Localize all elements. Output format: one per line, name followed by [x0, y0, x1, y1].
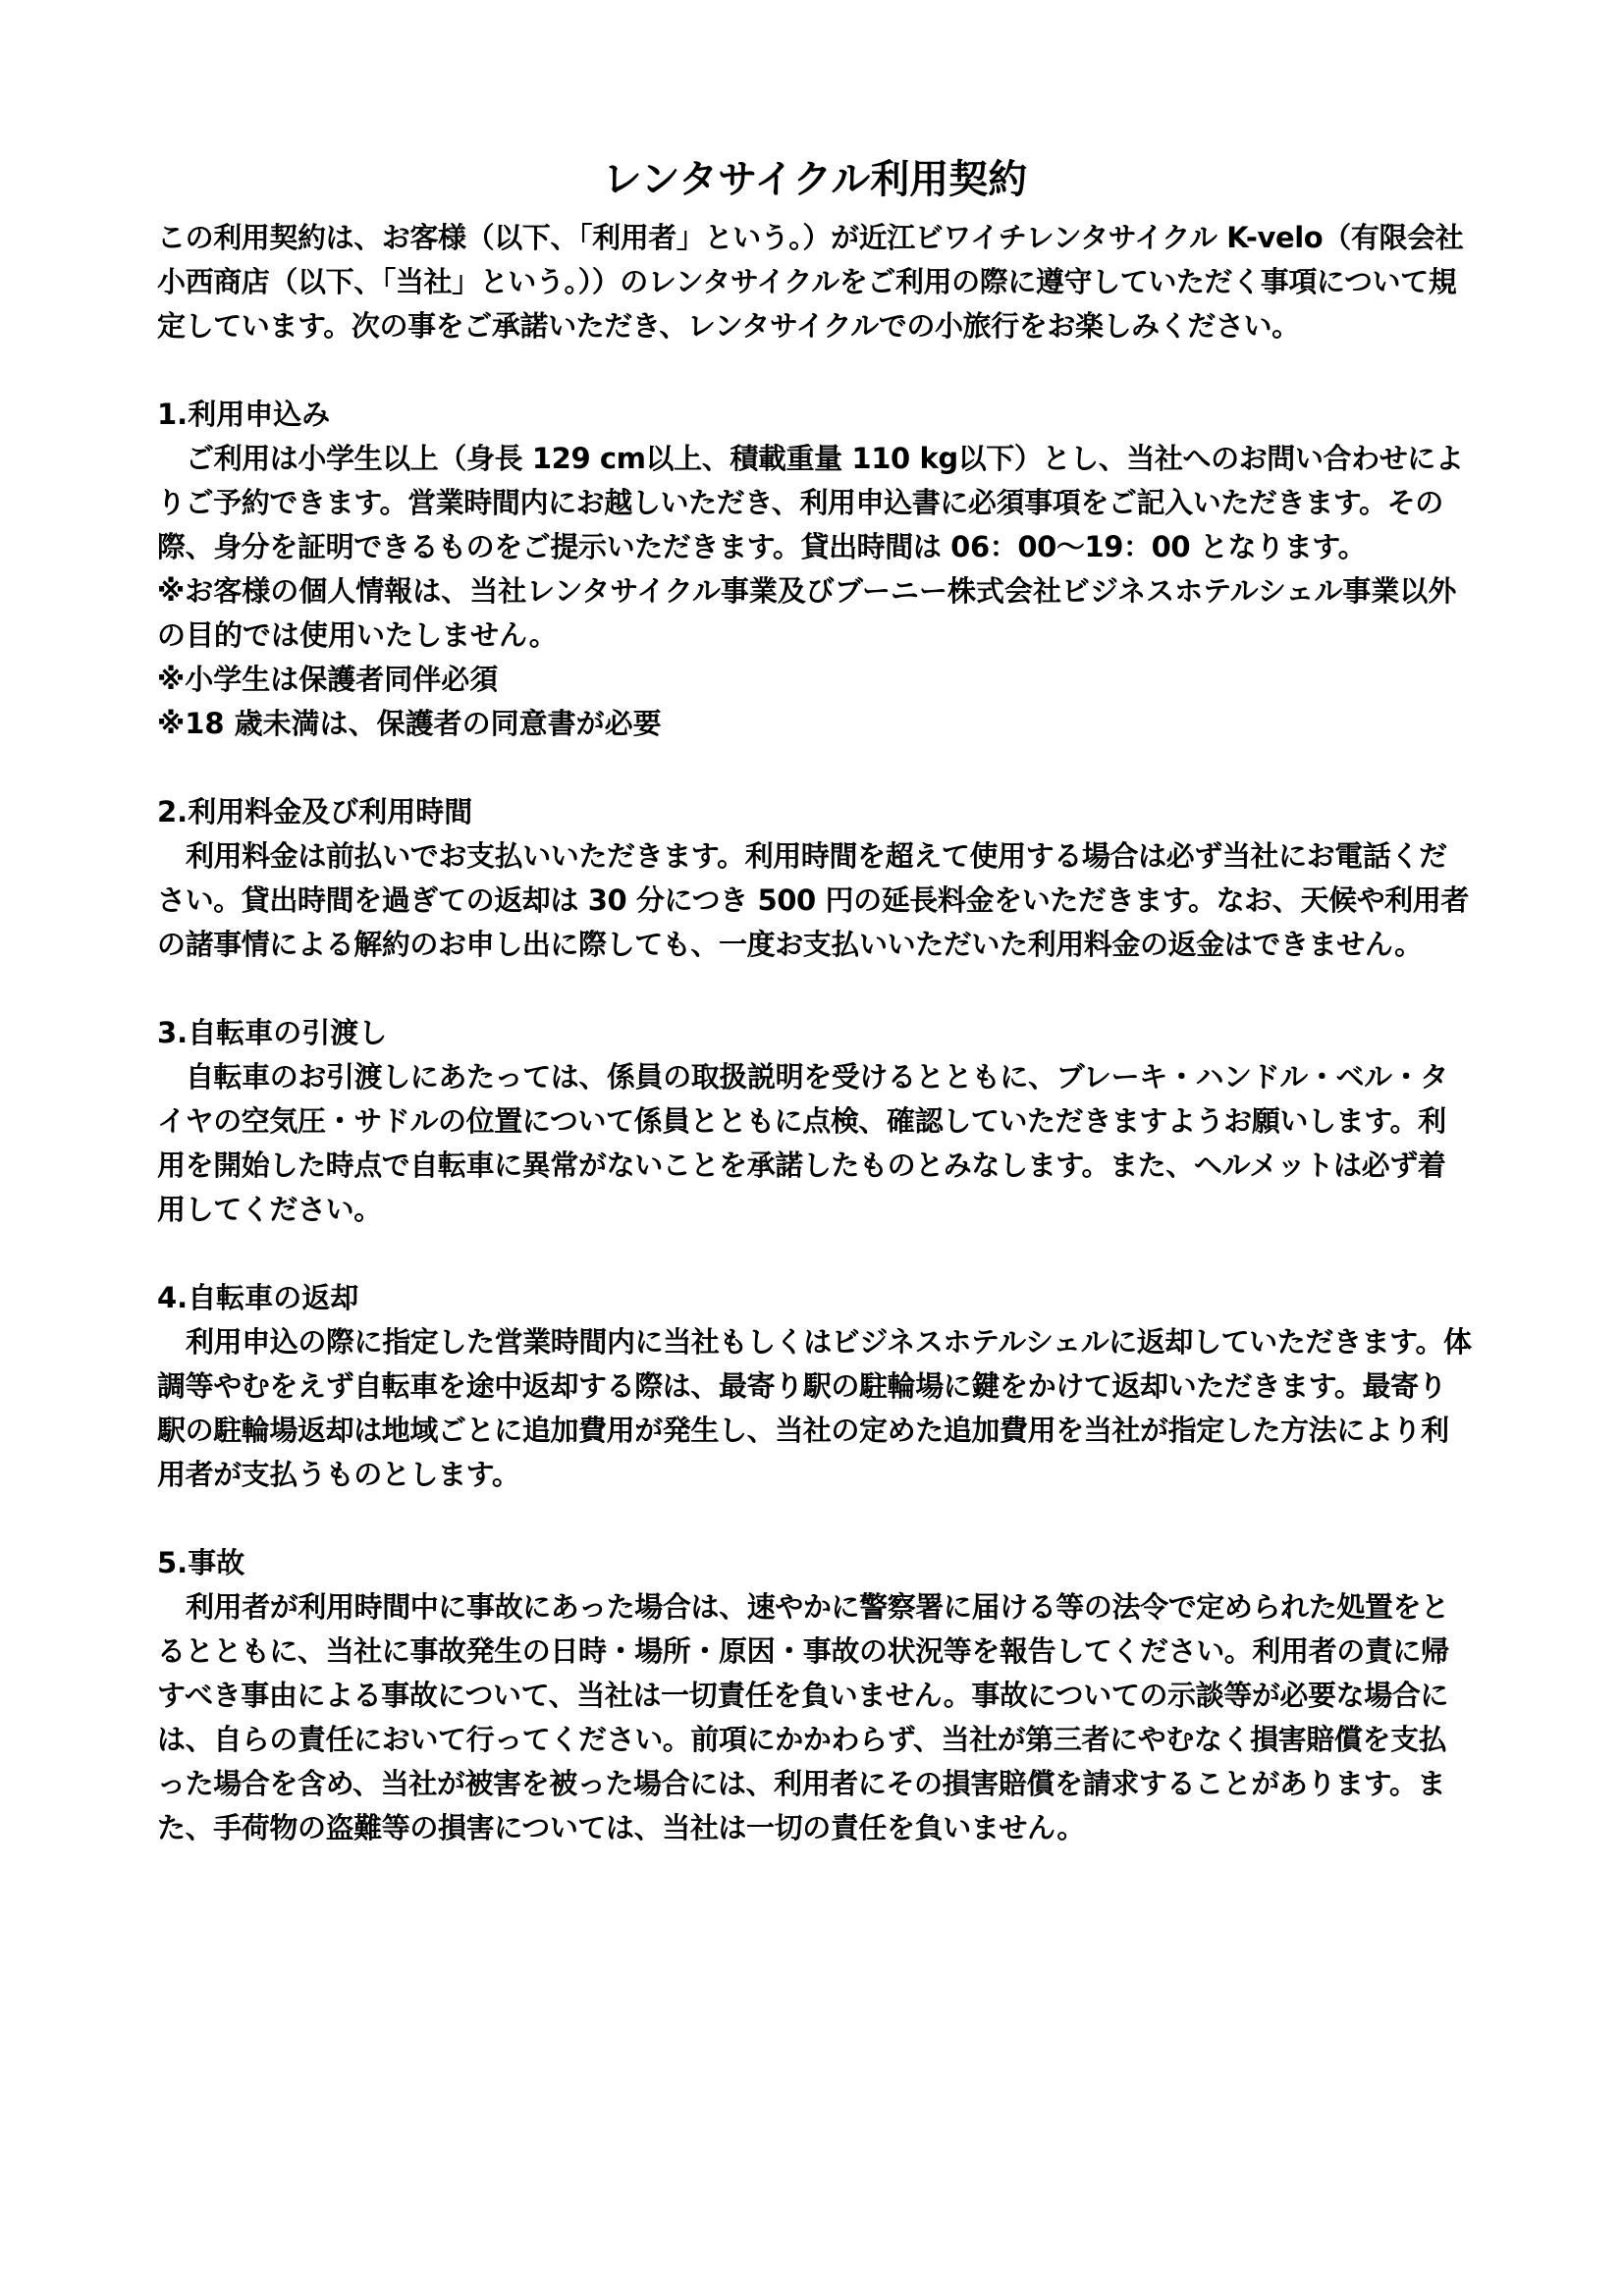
section-heading: 5.事故 [157, 1546, 245, 1579]
document-title: レンタサイクル利用契約 [602, 157, 1028, 202]
intro-paragraph: この利用契約は、お客様（以下、「利用者」という。）が近江ビワイチレンタサイクル K-velo（有限会社小西商店（以下、「当社」という。））のレンタサイクルをご利用の際に遵守していただく事項について規定しています。次の事をご承諾いただき、レンタサイクルでの小旅行をお楽しみください。 [157, 221, 1464, 343]
section-body: 利用者が利用時間中に事故にあった場合は、速やかに警察署に届ける等の法令で定められた処置をとるとともに、当社に事故発生の日時・場所・原因・事故の状況等を報告してください。利用者の責に帰すべき事由による事故について、当社は一切責任を負いません。事故についての示談等が必要な場合には、自らの責任において行ってください。前項にかかわらず、当社が第三者にやむなく損害賠償を支払った場合を含め、当社が被害を被った場合には、利用者にその損害賠償を請求することがあります。また、手荷物の盗難等の損害については、当社は一切の責任を負いません。 [157, 1590, 1449, 1844]
section-body: 利用申込の際に指定した営業時間内に当社もしくはビジネスホテルシェルに返却していただきます。体調等やむをえず自転車を途中返却する際は、最寄り駅の駐輪場に鍵をかけて返却いただきます。最寄り駅の駐輪場返却は地域ごとに追加費用が発生し、当社の定めた追加費用を当社が指定した方法により利用者が支払うものとします。 [157, 1325, 1472, 1491]
section-application [157, 393, 1473, 746]
document-page [157, 147, 1473, 1850]
section-return [157, 1276, 1473, 1497]
section-handover [157, 1011, 1473, 1232]
note-minor-consent: ※18 歳未満は、保護者の同意書が必要 [157, 707, 662, 740]
section-body: 自転車のお引渡しにあたっては、係員の取扱説明を受けるとともに、ブレーキ・ハンドル・ベル・タイヤの空気圧・サドルの位置について係員とともに点検、確認していただきますようお願いします。利用を開始した時点で自転車に異常がないことを承諾したものとみなします。また、ヘルメットは必ず着用してください。 [157, 1060, 1448, 1226]
section-body: ご利用は小学生以上（身長 129 cm以上、積載重量 110 kg以下）とし、当社へのお問い合わせによりご予約できます。営業時間内にお越しいただき、利用申込書に必須事項をご記入いただきます。その際、身分を証明できるものをご提示いただきます。貸出時間は 06：00〜19：00 となります。 [157, 442, 1464, 563]
section-body: 利用料金は前払いでお支払いいただきます。利用時間を超えて使用する場合は必ず当社にお電話ください。貸出時間を過ぎての返却は 30 分につき 500 円の延長料金をいただきます。なお、天候や利用者の諸事情による解約のお申し出に際しても、一度お支払いいただいた利用料金の返金はできません。 [157, 839, 1469, 961]
section-heading: 2.利用料金及び利用時間 [157, 795, 473, 828]
note-elementary: ※小学生は保護者同伴必須 [157, 663, 499, 696]
section-fees [157, 790, 1473, 967]
note-privacy: ※お客様の個人情報は、当社レンタサイクル事業及びブーニー株式会社ビジネスホテルシェル事業以外の目的では使用いたしません。 [157, 574, 1457, 652]
section-heading: 3.自転車の引渡し [157, 1016, 388, 1049]
section-accident [157, 1541, 1473, 1850]
section-heading: 1.利用申込み [157, 398, 331, 431]
section-heading: 4.自転車の返却 [157, 1281, 359, 1314]
